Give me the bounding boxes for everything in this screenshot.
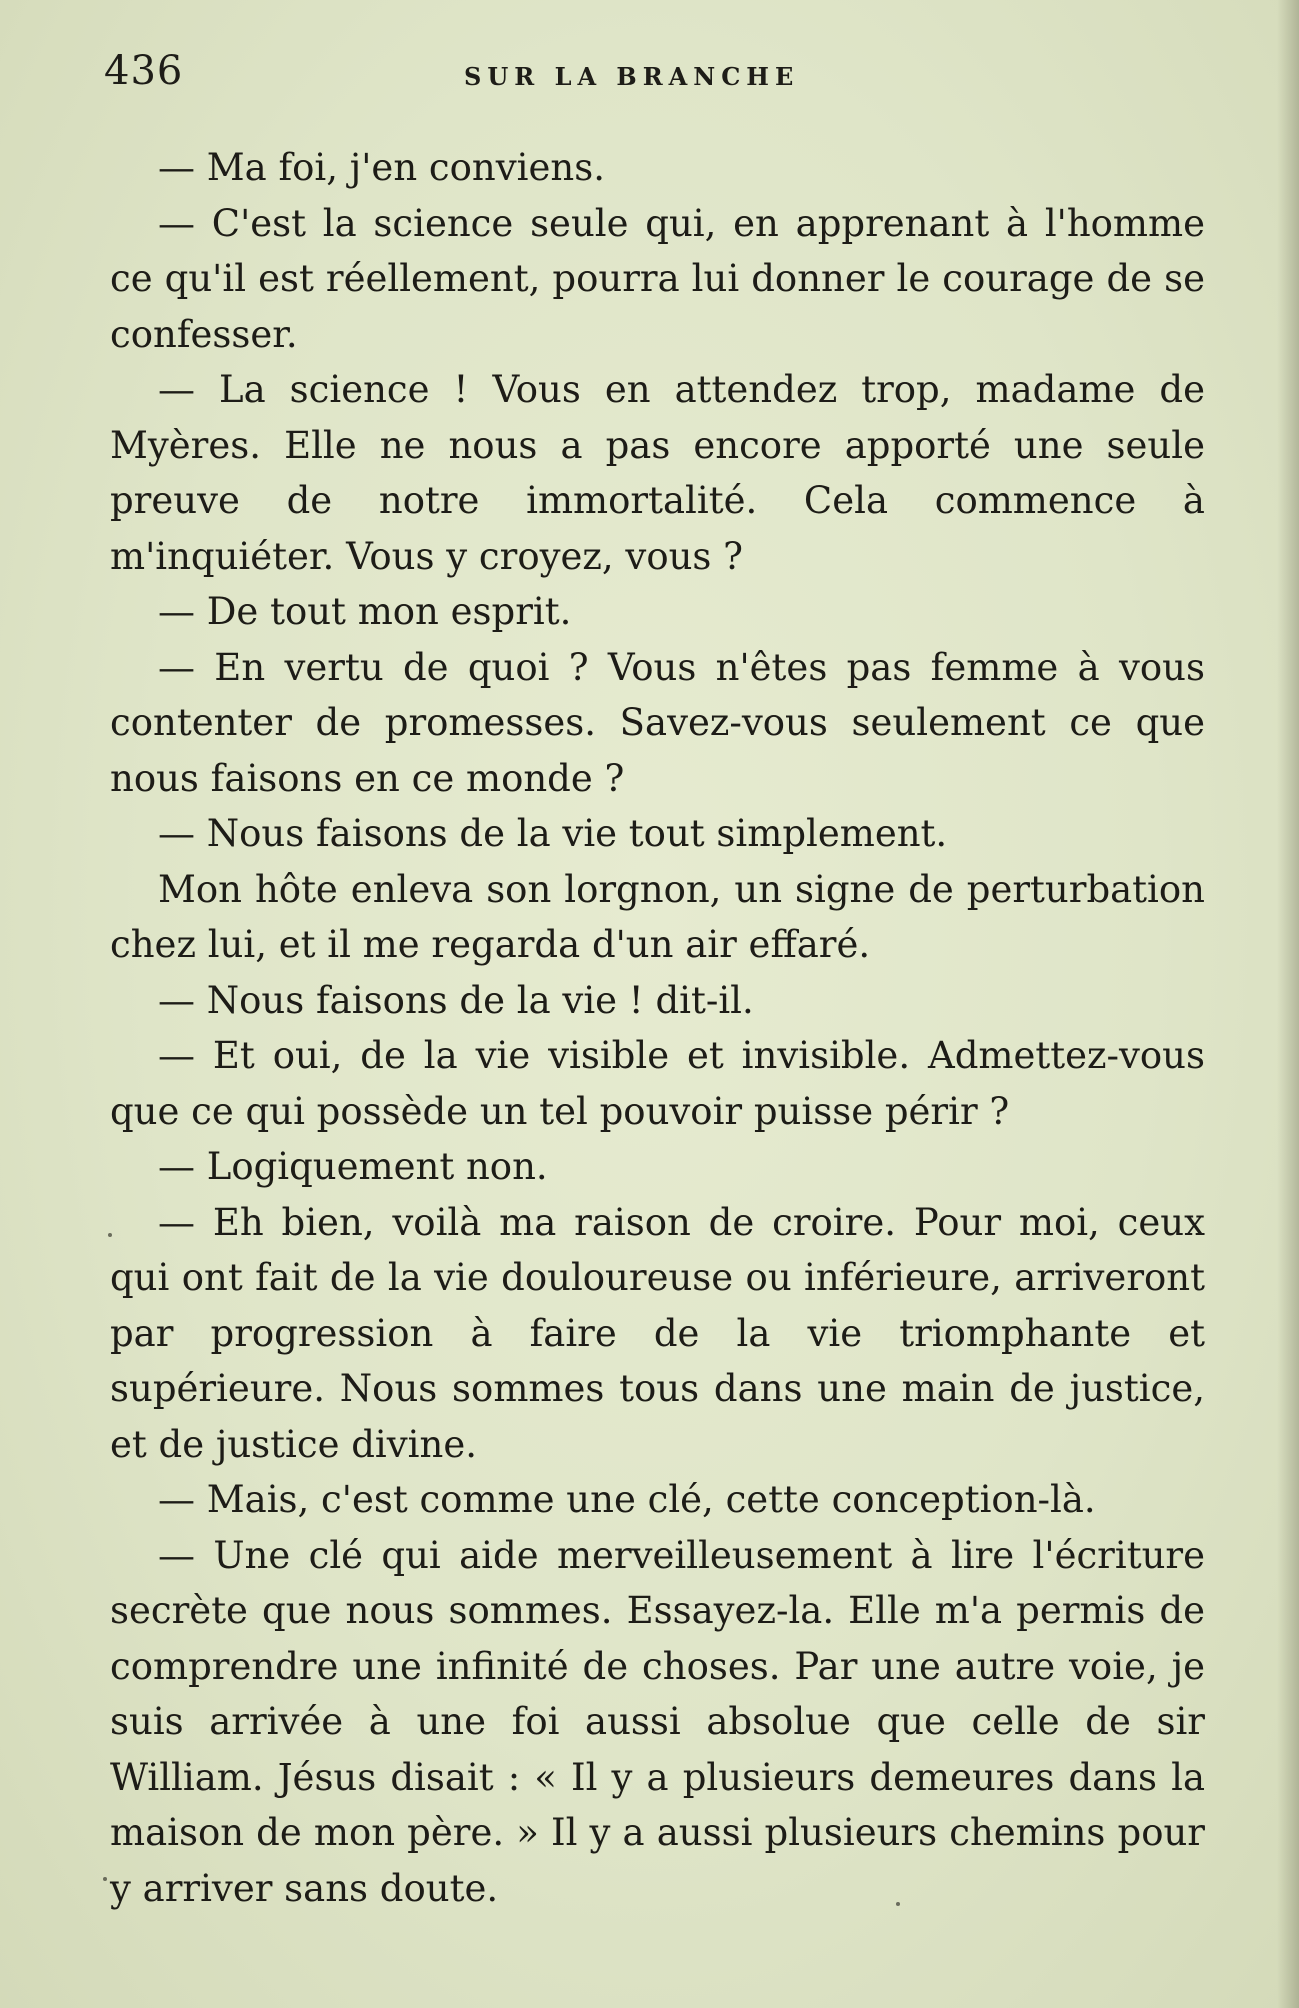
body-text (110, 140, 1205, 1916)
paragraph: — Nous faisons de la vie tout simplement. (158, 812, 948, 855)
paragraph: — En vertu de quoi ? Vous n'êtes pas femme à vous contenter de promesses. Savez-vous seulement ce que nous faisons en ce monde ? (110, 645, 1205, 800)
paper-speck (896, 1902, 900, 1906)
paragraph: — De tout mon esprit. (158, 590, 572, 633)
paragraph: — Nous faisons de la vie ! dit-il. (158, 978, 754, 1022)
page-number: 436 (104, 48, 184, 94)
paper-speck (108, 1233, 112, 1237)
page-edge-shadow (1277, 0, 1299, 2008)
paper-speck (103, 1877, 107, 1881)
paragraph: — C'est la science seule qui, en apprenant à l'homme ce qu'il est réellement, pourra lui donner le courage de se confesser. (110, 201, 1205, 356)
running-title: SUR LA BRANCHE (464, 62, 800, 91)
paragraph: Mon hôte enleva son lorgnon, un signe de perturbation chez lui, et il me regarda d'un air effaré. (110, 867, 1205, 966)
page-header (104, 48, 1224, 108)
paragraph: — La science ! Vous en attendez trop, madame de Myères. Elle ne nous a pas encore apporté une seule preuve de notre immortalité. Cela commence à m'inquiéter. Vous y croyez, vous ? (110, 368, 1205, 578)
paragraph: — Ma foi, j'en conviens. (158, 146, 605, 189)
paragraph: — Et oui, de la vie visible et invisible. Admettez-vous que ce qui possède un tel pouvoir puisse périr ? (110, 1034, 1205, 1133)
paragraph: — Mais, c'est comme une clé, cette conception-là. (158, 1478, 1096, 1521)
paragraph: — Logiquement non. (158, 1145, 548, 1188)
paragraph: — Eh bien, voilà ma raison de croire. Pour moi, ceux qui ont fait de la vie douloureuse ou inférieure, arriveront par progression à faire de la vie triomphante et supérieure. Nous sommes tous dans une main de justice, et de justice divine. (110, 1200, 1205, 1466)
paragraph: — Une clé qui aide merveilleusement à lire l'écriture secrète que nous sommes. Essayez-la. Elle m'a permis de comprendre une infinité de choses. Par une autre voie, je suis arrivée à une foi aussi absolue que celle de sir William. Jésus disait : « Il y a plusieurs demeures dans la maison de mon père. » Il y a aussi plusieurs chemins pour y arriver sans doute. (110, 1533, 1205, 1910)
